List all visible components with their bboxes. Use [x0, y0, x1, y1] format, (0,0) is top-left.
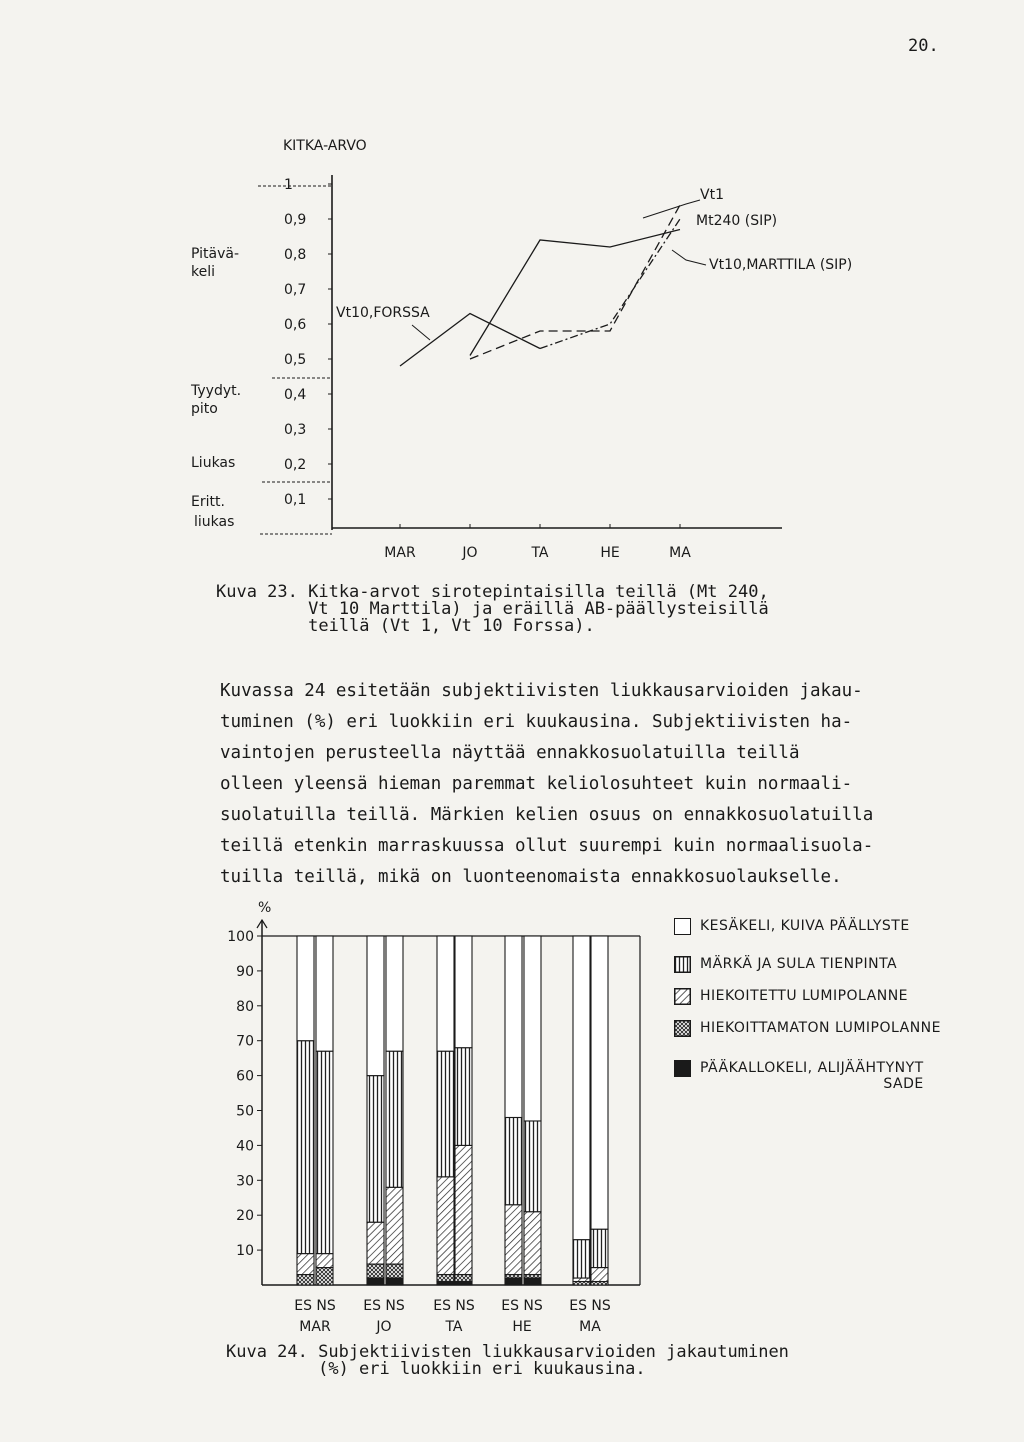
condition-label: pito	[191, 401, 218, 417]
bar-segment	[367, 1264, 384, 1278]
bar-segment	[591, 1229, 608, 1267]
y-tick-label: 0,1	[284, 492, 307, 508]
y-tick-label: 30	[236, 1173, 254, 1190]
bar-segment	[316, 1051, 333, 1253]
bar-pair-label: ES NS	[569, 1298, 611, 1314]
figure-24-bar-chart	[0, 890, 660, 1340]
bar-segment	[524, 1278, 541, 1285]
caption-line: (%) eri luokkiin eri kuukausina.	[226, 1359, 646, 1379]
y-tick-label: 0,3	[284, 422, 307, 438]
bar-segment	[573, 936, 590, 1240]
legend-label: KESÄKELI, KUIVA PÄÄLLYSTE	[700, 918, 910, 934]
bar-pair-label: ES NS	[501, 1298, 543, 1314]
y-tick-label: 60	[236, 1068, 254, 1085]
figure-23-friction-chart	[0, 120, 1024, 570]
series-label: Vt1	[700, 187, 724, 203]
bar-segment	[386, 1187, 403, 1264]
paragraph-line: vaintojen perusteella näyttää ennakkosuolatuilla teillä	[220, 743, 800, 763]
bar-segment	[573, 1240, 590, 1278]
bar-segment	[437, 1051, 454, 1177]
bar-segment	[437, 1177, 454, 1275]
y-tick-label: 10	[236, 1243, 254, 1260]
axis-title: KITKA-ARVO	[283, 138, 367, 154]
paragraph-line: tuminen (%) eri luokkiin eri kuukausina. Subjektiivisten ha-	[220, 712, 853, 732]
condition-label: Liukas	[191, 455, 236, 471]
month-label: MAR	[299, 1319, 331, 1335]
y-tick-label: 50	[236, 1103, 254, 1120]
bar-pair-label: ES NS	[294, 1298, 336, 1314]
condition-label: liukas	[194, 514, 235, 530]
bar-segment	[297, 936, 314, 1041]
bar-pair-label: ES NS	[433, 1298, 475, 1314]
bar-segment	[437, 936, 454, 1051]
bar-segment	[455, 936, 472, 1048]
label-leader-line	[412, 325, 430, 340]
bar-segment	[367, 1222, 384, 1264]
caption-line: teillä (Vt 1, Vt 10 Forssa).	[216, 616, 595, 636]
y-tick-label: 90	[236, 963, 254, 980]
y-tick-label: 0,2	[284, 457, 307, 473]
legend-label: HIEKOITETTU LUMIPOLANNE	[700, 988, 909, 1004]
bar-segment	[367, 936, 384, 1076]
y-tick-label: 100	[227, 929, 254, 945]
legend-item	[674, 988, 908, 1005]
series-label: Vt10,MARTTILA (SIP)	[709, 257, 853, 273]
y-tick-label: 0,4	[284, 387, 307, 403]
bar-segment	[297, 1254, 314, 1275]
legend-item	[674, 918, 910, 935]
bar-segment	[386, 1278, 403, 1285]
legend-swatch-solid	[674, 1060, 691, 1077]
bar-segment	[505, 1278, 522, 1285]
legend-item	[674, 1060, 924, 1092]
y-tick-label: 70	[236, 1033, 254, 1050]
legend-swatch-vertical	[674, 956, 691, 973]
x-tick-label: HE	[600, 545, 620, 561]
bar-segment	[386, 1264, 403, 1278]
legend-label: HIEKOITTAMATON LUMIPOLANNE	[700, 1020, 941, 1036]
bar-segment	[297, 1041, 314, 1254]
figure-24-legend	[674, 918, 1004, 1108]
legend-item	[674, 1020, 941, 1037]
series-label: Vt10,FORSSA	[336, 305, 430, 321]
x-tick-label: MAR	[384, 545, 416, 561]
bar-pair-label: ES NS	[363, 1298, 405, 1314]
bar-segment	[316, 1268, 333, 1285]
month-label: MA	[579, 1319, 601, 1335]
legend-swatch-cross	[674, 1020, 691, 1037]
legend-swatch-diagonal	[674, 988, 691, 1005]
condition-label: Tyydyt.	[191, 383, 242, 399]
paragraph-line: Kuvassa 24 esitetään subjektiivisten liukkausarvioiden jakau-	[220, 681, 863, 701]
month-label: JO	[376, 1319, 392, 1335]
x-tick-label: TA	[531, 545, 549, 561]
figure-23-caption	[216, 584, 769, 635]
y-tick-label: 80	[236, 998, 254, 1015]
bar-segment	[437, 1275, 454, 1282]
legend-label-line: PÄÄKALLOKELI, ALIJÄÄHTYNYT	[700, 1060, 924, 1076]
label-leader-line	[672, 250, 706, 265]
bar-segment	[505, 1117, 522, 1204]
caption-line: Kuva 23. Kitka-arvot sirotepintaisilla teillä (Mt 240,	[216, 582, 769, 602]
condition-label: Eritt.	[191, 494, 225, 510]
month-label: HE	[512, 1319, 532, 1335]
figure-24-caption	[226, 1344, 789, 1378]
y-tick-label: 0,7	[284, 282, 307, 298]
caption-line: Kuva 24. Subjektiivisten liukkausarvioiden jakautuminen	[226, 1342, 789, 1362]
bar-segment	[455, 1048, 472, 1146]
y-tick-label: 0,8	[284, 247, 307, 263]
condition-label: keli	[191, 264, 216, 280]
y-tick-label: 40	[236, 1138, 254, 1155]
paragraph-line: tuilla teillä, mikä on luonteenomaista ennakkosuolaukselle.	[220, 867, 842, 887]
bar-segment	[505, 1205, 522, 1275]
legend-label	[700, 1060, 924, 1092]
bar-segment	[524, 1212, 541, 1275]
legend-swatch-empty	[674, 918, 691, 935]
bar-segment	[386, 1051, 403, 1187]
bar-segment	[524, 1121, 541, 1212]
bar-segment	[316, 1254, 333, 1268]
y-unit-label: %	[258, 900, 272, 916]
legend-label-line: SADE	[883, 1076, 924, 1092]
condition-label: Pitävä-	[191, 246, 240, 262]
bar-segment	[386, 936, 403, 1051]
bar-segment	[591, 936, 608, 1229]
x-tick-label: JO	[462, 545, 478, 561]
y-tick-label: 0,9	[284, 212, 307, 228]
month-label: TA	[445, 1319, 463, 1335]
y-tick-label: 0,5	[284, 352, 307, 368]
y-tick-label: 0,6	[284, 317, 307, 333]
bar-segment	[316, 936, 333, 1051]
x-tick-label: MA	[669, 545, 691, 561]
series-line	[540, 219, 680, 349]
legend-item	[674, 956, 897, 973]
bar-segment	[455, 1275, 472, 1282]
bar-segment	[297, 1275, 314, 1285]
body-paragraph	[220, 676, 1000, 893]
y-tick-label: 1	[284, 177, 293, 193]
paragraph-line: olleen yleensä hieman paremmat keliolosuhteet kuin normaali-	[220, 774, 853, 794]
page-number: 20.	[908, 36, 939, 56]
label-leader-line	[643, 200, 700, 218]
bar-segment	[505, 936, 522, 1117]
paragraph-line: teillä etenkin marraskuussa ollut suurempi kuin normaalisuola-	[220, 836, 874, 856]
series-label: Mt240 (SIP)	[696, 213, 778, 229]
series-line	[400, 314, 540, 367]
bar-segment	[591, 1268, 608, 1282]
bar-segment	[367, 1076, 384, 1223]
legend-label: MÄRKÄ JA SULA TIENPINTA	[700, 956, 898, 972]
y-tick-label: 20	[236, 1208, 254, 1225]
bar-segment	[367, 1278, 384, 1285]
paragraph-line: suolatuilla teillä. Märkien kelien osuus on ennakkosuolatuilla	[220, 805, 874, 825]
caption-line: Vt 10 Marttila) ja eräillä AB-päällysteisillä	[216, 599, 769, 619]
bar-segment	[524, 936, 541, 1121]
bar-segment	[455, 1145, 472, 1274]
